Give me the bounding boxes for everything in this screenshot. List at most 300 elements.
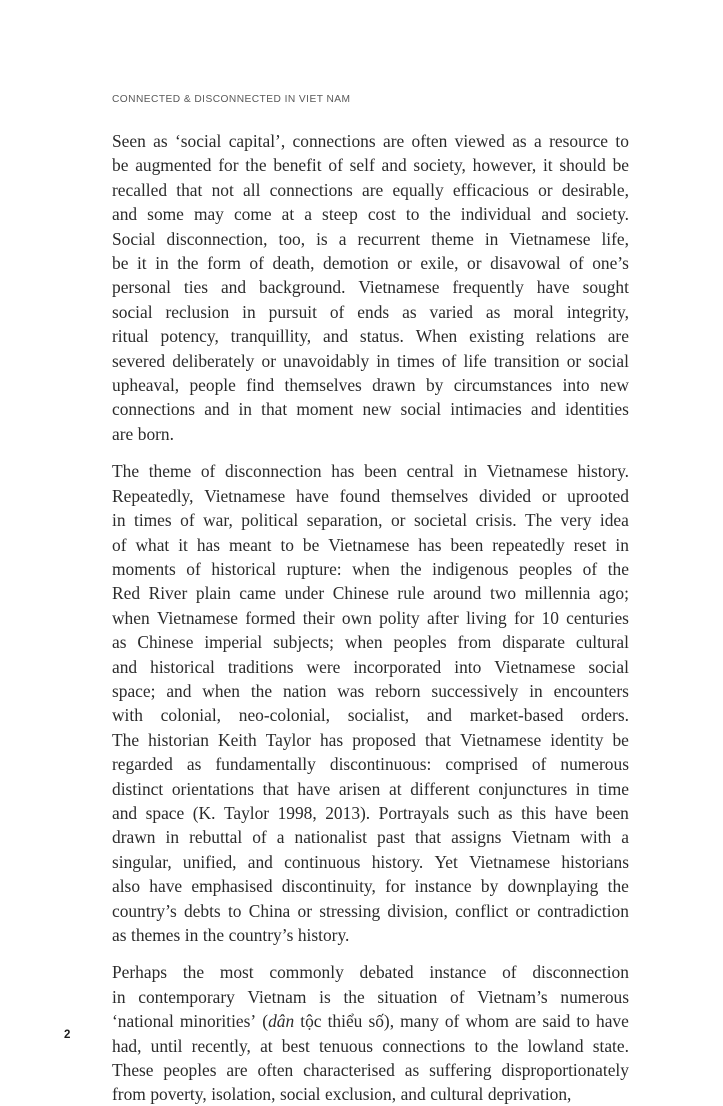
word: background. [259,277,346,298]
word: peoples [163,1060,217,1081]
word: centuries [566,607,629,628]
text-line [112,679,629,703]
word: to [280,534,294,555]
word: have [596,1011,629,1032]
word: found [339,485,381,506]
word: a [304,204,312,225]
word: conflict [455,900,509,921]
word: stressing [319,900,381,921]
word: history. [371,851,424,872]
word: has [331,461,355,482]
word: steep [322,204,358,225]
word: connections [382,1035,466,1056]
word: historical [211,558,277,579]
word: existing [469,326,525,347]
word: cultural [575,632,629,653]
word: Vietnam [511,827,571,848]
word: subjects; [273,632,335,653]
word: been [450,534,484,555]
word: crisis. [475,510,517,531]
word: or [541,485,557,506]
word: people [189,375,236,396]
word: peoples [393,632,447,653]
word: formed [245,607,296,628]
word: times [133,510,172,531]
text-line [112,275,629,299]
word: peoples [519,558,573,579]
word: from [112,1084,146,1105]
word: such [457,802,490,823]
word: different [410,778,470,799]
word: exile, [420,253,459,274]
word: had, [112,1035,142,1056]
word: country’s [228,925,294,945]
word: society, [413,155,466,176]
paragraph [112,459,629,947]
word: commonly [269,962,344,983]
word: when [112,607,150,628]
text-line [112,850,629,874]
text-line [112,251,629,275]
word: and [541,204,567,225]
word: that [425,729,452,750]
word: the [250,680,273,701]
word: polity [379,607,420,628]
word: tranquillity, [230,326,312,347]
word: connections [112,399,196,420]
word: Vietnamese [486,461,568,482]
word: augmented [135,155,212,176]
word: the [245,155,267,176]
text-line [112,422,629,446]
word: disavowal [490,253,561,274]
word: downplaying [507,876,599,897]
word: Vietnamese [358,277,440,298]
word: social [279,1084,321,1105]
word: circumstances [453,375,553,396]
word: the [202,925,225,945]
word: themes [131,925,181,945]
word: Repeatedly, [112,485,194,506]
word: death, [272,253,315,274]
word: to [227,900,242,921]
word: as [404,1060,420,1081]
text-line [112,874,629,898]
word: poverty, [150,1084,207,1105]
word: unified, [182,851,237,872]
word: These [112,1060,154,1081]
word: discontinuous: [329,754,432,775]
word: Vietnamese [156,607,238,628]
word: and [426,705,452,726]
word: millennia [524,583,591,604]
word: are [226,1060,248,1081]
word: moments [112,558,176,579]
word: pursuit [268,301,317,322]
word: to [405,204,420,225]
word: demotion [323,253,389,274]
word: has [196,534,221,555]
word: the [607,558,629,579]
word: in [155,253,169,274]
word: disproportionately [501,1060,629,1081]
word: contradiction [537,900,629,921]
word: that [261,399,288,420]
word: deprivation, [487,1084,572,1105]
word: the [607,876,629,897]
word: Red [112,583,141,604]
word: reclusion [165,301,230,322]
word: personal [112,277,171,298]
word: past [377,827,406,848]
word: Social [112,228,156,249]
word: uprooted [567,485,629,506]
word: benefit [273,155,322,176]
word: Chinese [137,632,194,653]
word: upheaval, [112,375,180,396]
word: whom [465,1011,509,1032]
word: sought [582,277,629,298]
word: singular, [112,851,172,872]
word: in [238,399,252,420]
word: drawn [372,375,416,396]
word: Vietnamese [494,656,576,677]
word: tenuous [318,1035,374,1056]
word: emphasised [191,876,273,897]
word: has [418,534,442,555]
word: a [276,827,285,848]
word: suffering [429,1060,492,1081]
word: division, [387,900,448,921]
word: separation, [306,510,383,531]
word: and [400,1084,426,1105]
word: potency, [160,326,219,347]
word: nation [282,680,327,701]
word: (dân [262,1011,295,1032]
text-line [112,202,629,226]
word: When [415,326,458,347]
text-line [112,1009,629,1033]
word: số), [368,1011,395,1032]
word: equally [392,179,444,200]
word: some [147,204,184,225]
word: around [433,583,482,604]
word: ‘social [175,131,222,151]
word: societal [413,510,468,531]
word: minorities’ [179,1011,257,1032]
text-line [112,825,629,849]
word: not [211,179,234,200]
word: Seen [112,131,146,151]
word: new [362,399,392,420]
word: at [388,778,402,799]
word: of [328,155,343,176]
word: as [186,754,202,775]
word: own [341,607,372,628]
word: it [136,253,147,274]
word: desirable, [561,179,629,200]
word: historians [561,851,629,872]
word: history. [577,461,629,482]
word: the [182,962,205,983]
word: social [588,656,629,677]
word: political [241,510,299,531]
word: space [145,802,185,823]
word: instance [414,876,472,897]
word: and [112,802,138,823]
word: into [454,656,482,677]
word: 2013). [325,802,371,823]
word: cost [367,204,396,225]
word: the [429,204,451,225]
word: status. [359,326,404,347]
word: ends [357,301,390,322]
word: or [538,179,553,200]
word: and [166,680,192,701]
word: traditions [227,656,294,677]
word: of [200,461,216,482]
word: in [615,534,629,555]
word: disparate [502,632,565,653]
word: arisen [338,778,381,799]
word: moral [513,301,554,322]
word: in [112,986,126,1007]
word: 10 [541,607,559,628]
word: (K. [192,802,216,823]
word: numerous [560,986,629,1007]
word: orientations [171,778,254,799]
word: of [329,301,345,322]
word: The [525,510,553,531]
word: Vietnam [247,986,307,1007]
word: efficacious [452,179,529,200]
word: a [534,131,542,151]
word: after [426,607,459,628]
word: themselves [390,485,469,506]
word: in [112,510,126,531]
word: frequently [452,277,524,298]
word: as [512,131,527,151]
word: been [596,802,629,823]
word: Keith [218,729,257,750]
text-line [112,484,629,508]
word: market-based [469,705,564,726]
word: Vietnamese [509,228,591,249]
word: form [207,253,241,274]
word: or [467,253,482,274]
word: life [463,350,487,371]
word: for [513,607,535,628]
word: are [112,423,134,444]
text-line [112,630,629,654]
word: neo-colonial, [238,705,331,726]
word: disconnection [225,461,322,482]
word: varied [429,301,473,322]
text-line [112,1082,629,1106]
word: debts [183,900,221,921]
word: lowland [527,1035,584,1056]
text-line [112,777,629,801]
word: living [466,607,507,628]
word: rebuttal [189,827,243,848]
word: drawn [112,827,156,848]
word: into [562,375,590,396]
word: should [559,155,606,176]
word: exclusion, [325,1084,397,1105]
word: Vietnam’s [477,986,548,1007]
word: individual [460,204,532,225]
word: of [502,962,517,983]
word: with [112,705,143,726]
word: reset [573,534,607,555]
text-line [112,801,629,825]
word: incorporated [353,656,442,677]
word: when [352,558,390,579]
word: their [302,607,335,628]
word: plain [195,583,231,604]
word: connections [269,179,353,200]
word: in [463,461,478,482]
word: meant [228,534,272,555]
word: when [202,680,240,701]
word: 1998, [277,802,317,823]
word: the [400,558,422,579]
word: and [381,155,407,176]
word: and [204,399,230,420]
word: divided [478,485,532,506]
word: are [607,326,629,347]
text-line [112,1034,629,1058]
word: at [281,204,295,225]
word: as [153,131,168,151]
word: of [450,986,465,1007]
word: war, [203,510,233,531]
word: rule [397,583,425,604]
word: of [441,350,457,371]
word: is [316,228,328,249]
word: as [498,802,513,823]
page-number: 2 [64,1029,71,1041]
text-line [112,985,629,1009]
word: it [178,534,188,555]
word: theme [431,228,474,249]
text-line [112,606,629,630]
word: debated [359,962,414,983]
word: unavoidably [283,350,370,371]
word: Perhaps [112,962,168,983]
text-line [112,960,629,984]
word: colonial, [160,705,222,726]
word: of [252,827,267,848]
word: themselves [284,375,362,396]
word: new [599,375,629,396]
word: discontinuity, [281,876,376,897]
word: comprised [445,754,518,775]
word: encounters [553,680,629,701]
word: of [180,510,195,531]
text-line [112,178,629,202]
word: fundamentally [215,754,316,775]
text-line [112,153,629,177]
word: what [135,534,170,555]
word: Vietnamese [469,851,551,872]
word: Chinese [332,583,389,604]
word: with [580,827,612,848]
word: are [382,131,405,151]
word: conjunctures [478,778,568,799]
word: disconnection [532,962,629,983]
word: the [343,986,365,1007]
word: continuous [284,851,361,872]
word: isolation, [211,1084,276,1105]
word: that [176,179,203,200]
text-line [112,899,629,923]
word: social [400,399,442,420]
word: self [349,155,375,176]
word: severed [112,350,166,371]
text-line [112,397,629,421]
word: came [239,583,276,604]
word: to [615,131,629,151]
word: Portrayals [378,802,450,823]
word: distinct [112,778,164,799]
word: are [515,1011,537,1032]
word: life, [601,228,629,249]
word: recalled [112,179,168,200]
word: intimacies [450,399,522,420]
word: River [148,583,188,604]
word: a [338,228,347,249]
word: and [530,399,556,420]
word: deliberately [172,350,255,371]
word: in [376,350,390,371]
word: or [515,900,530,921]
text-line [112,581,629,605]
word: have [297,778,331,799]
word: proposed [352,729,416,750]
word: too, [278,228,306,249]
word: historian [148,729,209,750]
word: have [149,876,183,897]
word: in [242,301,256,322]
word: to [474,1035,488,1056]
word: of [444,1011,460,1032]
word: that [262,778,289,799]
word: until [150,1035,183,1056]
text-line [112,459,629,483]
word: viewed [454,131,505,151]
word: orders. [581,705,629,726]
word: of [186,558,201,579]
text-line [112,557,629,581]
word: be [302,534,320,555]
word: capital’, [228,131,286,151]
word: imperial [204,632,263,653]
word: recently, [191,1035,251,1056]
word: be [612,729,629,750]
word: of [531,754,547,775]
word: state. [592,1035,629,1056]
word: is [319,986,331,1007]
text-line [112,349,629,373]
word: and [220,277,247,298]
word: often [257,1060,294,1081]
word: indigenous [432,558,509,579]
word: find [246,375,275,396]
word: Taylor [265,729,311,750]
word: Yet [434,851,458,872]
word: or [390,510,406,531]
